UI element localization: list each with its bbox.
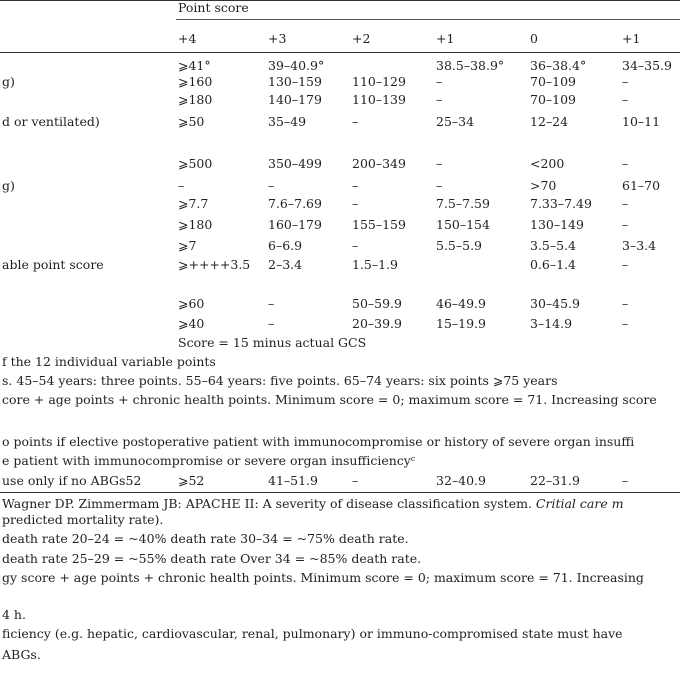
- table-cell: ⩾60: [178, 296, 205, 311]
- header-col-2: +3: [268, 31, 287, 46]
- table-cell: 38.5–38.9°: [436, 58, 505, 73]
- abg-cell: ⩾52: [178, 473, 205, 488]
- footnote-line: gy score + age points + chronic health points. Minimum score = 0; maximum score = 71. Increasing: [2, 570, 644, 585]
- table-cell: –: [352, 238, 359, 253]
- table-cell: 140–179: [268, 92, 322, 107]
- top-rule: [0, 0, 680, 1]
- table-cell: 15–19.9: [436, 316, 486, 331]
- table-cell: –: [436, 74, 443, 89]
- table-note: o points if elective postoperative patient with immunocompromise or history of severe organ insuffi: [2, 434, 635, 449]
- row-label: d or ventilated): [2, 114, 100, 129]
- footnote-reference-text: Wagner DP. Zimmermam JB: APACHE II: A severity of disease classification system.: [2, 496, 532, 511]
- footnote-line: 4 h.: [2, 607, 26, 622]
- table-cell: –: [622, 92, 629, 107]
- footnote-reference-journal: Critial care m: [535, 496, 624, 511]
- table-cell: ⩾40: [178, 316, 205, 331]
- table-cell: –: [268, 316, 275, 331]
- table-cell: –: [436, 92, 443, 107]
- table-cell: 7.6–7.69: [268, 196, 322, 211]
- table-note: s. 45–54 years: three points. 55–64 years: five points. 65–74 years: six points ⩾75 years: [2, 373, 558, 388]
- header-col-3: +2: [352, 31, 371, 46]
- table-cell: –: [178, 178, 185, 193]
- table-cell: 12–24: [530, 114, 569, 129]
- table-cell: ⩾160: [178, 74, 213, 89]
- abg-cell: 22–31.9: [530, 473, 580, 488]
- footnote-reference-cont: predicted mortality rate).: [2, 512, 164, 527]
- table-cell: 155–159: [352, 217, 406, 232]
- table-cell: –: [268, 178, 275, 193]
- table-cell: ⩾50: [178, 114, 205, 129]
- table-cell: –: [622, 257, 629, 272]
- table-cell: <200: [530, 156, 565, 171]
- table-cell: 5.5–5.9: [436, 238, 483, 253]
- abg-row-label: use only if no ABGs52: [2, 473, 142, 488]
- abg-cell: –: [352, 473, 359, 488]
- abg-cell: –: [622, 473, 629, 488]
- table-cell: –: [622, 74, 629, 89]
- table-cell: 3.5–5.4: [530, 238, 577, 253]
- footnote-line: death rate 20–24 = ~40% death rate 30–34 = ~75% death rate.: [2, 531, 409, 546]
- table-cell: 7.33–7.49: [530, 196, 592, 211]
- table-cell: 7.5–7.59: [436, 196, 490, 211]
- table-cell: ⩾180: [178, 217, 213, 232]
- table-cell: 130–149: [530, 217, 584, 232]
- footnote-line: ABGs.: [2, 647, 41, 662]
- table-cell: 110–129: [352, 74, 406, 89]
- table-cell: ⩾180: [178, 92, 213, 107]
- table-cell: 3–3.4: [622, 238, 657, 253]
- row-label: able point score: [2, 257, 104, 272]
- table-cell: –: [622, 296, 629, 311]
- footnote-line: ficiency (e.g. hepatic, cardiovascular, renal, pulmonary) or immuno-compromised state must have: [2, 626, 623, 641]
- table-cell: 70–109: [530, 92, 577, 107]
- table-cell: 6–6.9: [268, 238, 303, 253]
- point-score-label: Point score: [178, 0, 249, 15]
- table-bottom-rule: [0, 492, 680, 493]
- table-cell: ⩾++++3.5: [178, 257, 251, 272]
- header-col-1: +4: [178, 31, 197, 46]
- table-cell: 150–154: [436, 217, 490, 232]
- table-note: e patient with immunocompromise or severe organ insufficiencyᶜ: [2, 453, 416, 468]
- table-cell: 2–3.4: [268, 257, 303, 272]
- table-note: f the 12 individual variable points: [2, 354, 216, 369]
- table-cell: 30–45.9: [530, 296, 580, 311]
- table-cell: ⩾500: [178, 156, 213, 171]
- table-cell: ⩾7.7: [178, 196, 209, 211]
- table-cell: 110–139: [352, 92, 406, 107]
- table-cell: ⩾7: [178, 238, 197, 253]
- table-cell: –: [268, 296, 275, 311]
- table-cell: 70–109: [530, 74, 577, 89]
- table-cell: 34–35.9: [622, 58, 672, 73]
- row-label: g): [2, 178, 15, 193]
- table-cell: 35–49: [268, 114, 307, 129]
- table-cell: 3–14.9: [530, 316, 573, 331]
- table-cell: 25–34: [436, 114, 475, 129]
- abg-cell: 32–40.9: [436, 473, 486, 488]
- table-cell: >70: [530, 178, 557, 193]
- table-cell: ⩾41°: [178, 58, 211, 73]
- abg-cell: 41–51.9: [268, 473, 318, 488]
- table-cell: 20–39.9: [352, 316, 402, 331]
- header-col-6: +1: [622, 31, 641, 46]
- table-cell: 200–349: [352, 156, 406, 171]
- table-cell: –: [622, 316, 629, 331]
- table-cell: –: [352, 114, 359, 129]
- table-cell: 130–159: [268, 74, 322, 89]
- table-cell: 46–49.9: [436, 296, 486, 311]
- table-cell: –: [352, 196, 359, 211]
- row-label: g): [2, 74, 15, 89]
- footnote-line: death rate 25–29 = ~55% death rate Over 34 = ~85% death rate.: [2, 551, 422, 566]
- gcs-row: Score = 15 minus actual GCS: [178, 335, 367, 350]
- table-cell: –: [352, 178, 359, 193]
- header-col-4: +1: [436, 31, 455, 46]
- table-note: core + age points + chronic health points. Minimum score = 0; maximum score = 71. Increasing score: [2, 392, 657, 407]
- table-cell: 61–70: [622, 178, 661, 193]
- table-cell: 36–38.4°: [530, 58, 587, 73]
- header-col-5: 0: [530, 31, 538, 46]
- table-cell: 39–40.9°: [268, 58, 325, 73]
- table-cell: –: [622, 156, 629, 171]
- table-cell: 10–11: [622, 114, 661, 129]
- header-rule: [0, 52, 680, 53]
- table-cell: 1.5–1.9: [352, 257, 399, 272]
- table-cell: 350–499: [268, 156, 322, 171]
- table-cell: –: [622, 217, 629, 232]
- point-score-underline: [176, 19, 680, 20]
- table-cell: –: [436, 178, 443, 193]
- footnote-reference: [2, 496, 624, 511]
- table-cell: –: [436, 156, 443, 171]
- table-cell: –: [622, 196, 629, 211]
- table-cell: 50–59.9: [352, 296, 402, 311]
- table-cell: 160–179: [268, 217, 322, 232]
- table-cell: 0.6–1.4: [530, 257, 577, 272]
